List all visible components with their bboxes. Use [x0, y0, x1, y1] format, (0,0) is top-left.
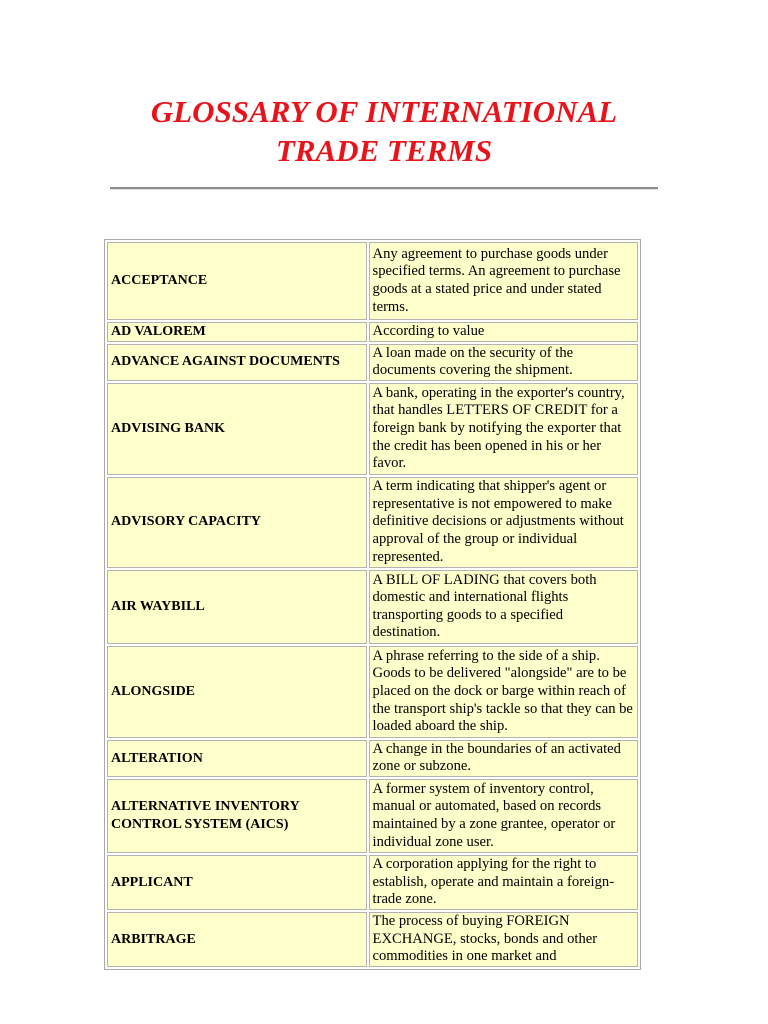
glossary-definition: A BILL OF LADING that covers both domestic and international flights transporting goods to a specified destination.: [369, 570, 638, 644]
table-row: [107, 344, 638, 381]
glossary-definition: A corporation applying for the right to establish, operate and maintain a foreign-trade zone.: [369, 855, 638, 910]
glossary-definition: A loan made on the security of the documents covering the shipment.: [369, 344, 638, 381]
glossary-term: AIR WAYBILL: [107, 570, 367, 644]
table-row: [107, 855, 638, 910]
glossary-table: [104, 239, 641, 970]
glossary-term: ARBITRAGE: [107, 912, 367, 967]
table-row: [107, 383, 638, 475]
page-title-line-1: GLOSSARY OF INTERNATIONAL: [150, 94, 618, 129]
table-row: [107, 779, 638, 853]
glossary-definition: A bank, operating in the exporter's country, that handles LETTERS OF CREDIT for a foreign bank by notifying the exporter that the credit has been opened in his or her favor.: [369, 383, 638, 475]
glossary-definition: Any agreement to purchase goods under specified terms. An agreement to purchase goods at a stated price and under stated terms.: [369, 242, 638, 320]
glossary-term: APPLICANT: [107, 855, 367, 910]
table-row: [107, 740, 638, 777]
table-row: [107, 912, 638, 967]
glossary-term: ALONGSIDE: [107, 646, 367, 738]
table-row: [107, 646, 638, 738]
glossary-term: ADVISING BANK: [107, 383, 367, 475]
glossary-term: ALTERNATIVE INVENTORY CONTROL SYSTEM (AICS): [107, 779, 367, 853]
glossary-term: AD VALOREM: [107, 322, 367, 342]
table-row: [107, 477, 638, 568]
glossary-definition: According to value: [369, 322, 638, 342]
table-row: [107, 242, 638, 320]
horizontal-rule: [110, 187, 658, 190]
table-row: [107, 322, 638, 342]
glossary-definition: The process of buying FOREIGN EXCHANGE, stocks, bonds and other commodities in one market and: [369, 912, 638, 967]
glossary-definition: A term indicating that shipper's agent or representative is not empowered to make definitive decisions or adjustments without approval of the group or individual represented.: [369, 477, 638, 568]
glossary-term: ADVISORY CAPACITY: [107, 477, 367, 568]
glossary-term: ADVANCE AGAINST DOCUMENTS: [107, 344, 367, 381]
page-title: [0, 92, 768, 170]
table-row: [107, 570, 638, 644]
page-title-line-2: TRADE TERMS: [275, 133, 493, 168]
glossary-term: ACCEPTANCE: [107, 242, 367, 320]
glossary-term: ALTERATION: [107, 740, 367, 777]
glossary-definition: A phrase referring to the side of a ship. Goods to be delivered "alongside" are to be placed on the dock or barge within reach of the transport ship's tackle so that they can be loaded aboard the ship.: [369, 646, 638, 738]
glossary-definition: A former system of inventory control, manual or automated, based on records maintained by a zone grantee, operator or individual zone user.: [369, 779, 638, 853]
glossary-definition: A change in the boundaries of an activated zone or subzone.: [369, 740, 638, 777]
